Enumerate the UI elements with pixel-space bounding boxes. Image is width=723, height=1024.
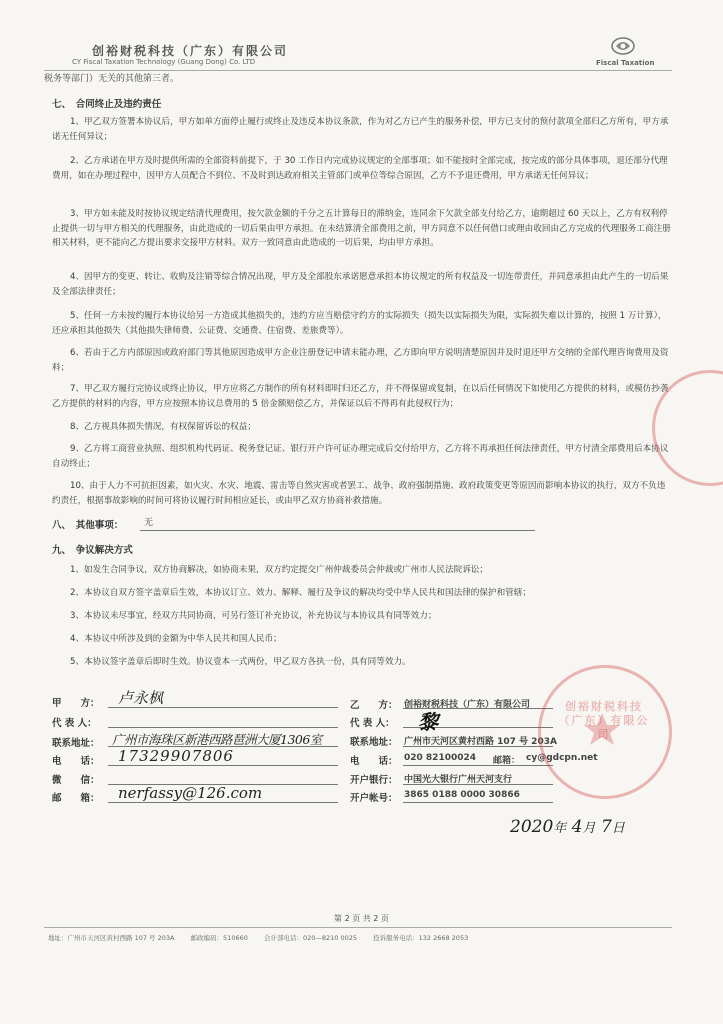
footer-info	[48, 933, 708, 942]
company-name-en: CY Fiscal Taxation Technology (Guang Dong) Co. LTD	[72, 58, 256, 66]
clause-7-5: 5、任何一方未按约履行本协议给另一方造成其他损失的，违约方应当赔偿守约方的实际损失（损失以实际损失为限，实际损失难以计算的，按照 1 万计算），还应承担其他损失（其他损失律师费、公证费、交通费、住宿费、差旅费等）。	[52, 311, 667, 336]
party-b-bank: 中国光大银行广州天河支行	[404, 775, 513, 785]
party-a-email-label: 邮 箱：	[52, 793, 100, 804]
section8-title: 八、 其他事项：	[52, 520, 124, 531]
date-year: 2020	[510, 817, 554, 837]
clause-9-2: 2、本协议自双方签字盖章后生效，本协议订立、效力、解释、履行及争议的解决均受中华人民共和国法律的保护和管辖；	[70, 588, 531, 598]
party-b-rep-signature: 黎	[418, 710, 438, 734]
company-logo-icon	[610, 36, 636, 56]
party-b-name: 创裕财税科技（广东）有限公司	[404, 700, 531, 710]
party-b-account-label: 开户帐号：	[350, 793, 398, 804]
party-b-email-label: 邮箱：	[493, 756, 521, 766]
footer-divider	[44, 927, 672, 928]
section9-title: 九、 争议解决方式	[52, 545, 133, 556]
clause-7-7: 7、甲乙双方履行完协议或终止协议，甲方应将乙方制作的所有材料即时归还乙方，并不得保留或复制，在以后任何情况下如使用乙方提供的材料，或模仿抄袭乙方提供的材料的内容，甲方应按照本协议总费用的 5 倍金额赔偿乙方，并保证以后不得再有此侵权行为；	[52, 384, 669, 409]
party-b-email: cy@gdcpn.net	[526, 753, 598, 763]
party-b-account: 3865 0188 0000 30866	[404, 790, 520, 800]
party-a-address-handwriting: 广州市海珠区新港西路琶洲大厦1306室	[112, 732, 322, 747]
clause-7-4: 4、因甲方的变更、转让、收购及注销等综合情况出现，甲方及全部股东承诺愿意承担本协议规定的所有权益及一切连带责任，并同意承担由此产生的一切后果及全部法律责任；	[52, 272, 669, 297]
header-divider	[44, 70, 672, 71]
date-day: 7	[600, 817, 612, 837]
party-a-address-label: 联系地址：	[52, 738, 100, 749]
clause-9-3: 3、本协议未尽事宜，经双方共同协商，可另行签订补充协议，补充协议与本协议具有同等效力；	[70, 611, 437, 621]
section7-title: 七、 合同终止及违约责任	[52, 99, 162, 110]
date-month: 4	[571, 817, 583, 837]
footer-phone: 会计部电话：020—8210 0025	[263, 934, 358, 942]
section8-underline	[140, 530, 535, 531]
footer-postcode: 邮政编码：510660	[190, 934, 248, 942]
party-a-email-line	[108, 802, 338, 803]
party-a-phone-handwriting: 17329907806	[118, 747, 234, 765]
party-a-wechat-label: 微 信：	[52, 775, 100, 786]
party-a-label: 甲 方：	[52, 698, 100, 709]
clause-7-10: 10、由于人力不可抗拒因素，如火灾、水灾、地震、雷击等自然灾害或者罢工、战争、政府强制措施、政府政策变更等原因而影响本协议的执行，双方不负违约责任，根据事故影响的时间可将协议履行时间相应延长，或由甲乙双方协商补救措施。	[52, 481, 666, 506]
clause-7-8: 8、乙方视具体损失情况，有权保留诉讼的权益；	[70, 422, 256, 432]
clause-7-9: 9、乙方将工商营业执照、组织机构代码证、税务登记证、银行开户许可证办理完成后交付给甲方，乙方将不再承担任何法律责任，甲方付清全部费用后本协议自动终止；	[52, 444, 669, 469]
clause-7-3: 3、甲方如未能及时按协议规定结清代理费用，按欠款金额的千分之五计算每日的滞纳金，连同余下欠款全部支付给乙方，逾期超过 60 天以上，乙方有权利停止提供一切与甲方相关的代理服务，由此造成的一切后果由甲方承担。在未结算清全部费用之前，甲方同意不以任何借口或理由收回由乙方完成的代理服务工商注册相关材料，更不能向乙方提出要求交接甲方材料。双方一致同意由此造成的一切后果，均由甲方承担。	[52, 209, 671, 249]
party-b-address: 广州市天河区黄村西路 107 号 203A	[404, 737, 557, 747]
party-b-bank-label: 开户银行：	[350, 775, 398, 786]
lead-line: 税务等部门）无关的其他第三者。	[44, 74, 180, 84]
party-a-rep-line	[108, 727, 338, 728]
page-number: 第 2 页 共 2 页	[334, 914, 389, 923]
footer-address: 地址：广州市天河区黄村西路 107 号 203A	[48, 934, 175, 942]
party-a-email-handwriting: nerfassy@126.com	[118, 784, 263, 802]
party-a-phone-label: 电 话：	[52, 756, 100, 767]
party-b-rep-label: 代 表 人：	[350, 718, 395, 729]
header-right-label: Fiscal Taxation	[596, 59, 655, 67]
party-b-label: 乙 方：	[350, 700, 398, 711]
party-b-address-label: 联系地址：	[350, 737, 398, 748]
party-b-account-line	[403, 802, 553, 803]
clause-9-1: 1、如发生合同争议，双方协商解决，如协商未果，双方约定提交广州仲裁委员会仲裁或广州市人民法院诉讼；	[70, 565, 488, 575]
party-a-rep-label: 代 表 人：	[52, 718, 97, 729]
clause-9-5: 5、本协议签字盖章后即时生效。协议壹本一式两份，甲乙双方各执一份，具有同等效力。	[70, 657, 411, 667]
party-a-name-handwriting: 卢永枫	[118, 689, 164, 707]
date-day-unit: 日	[611, 821, 625, 836]
company-name-cn: 创裕财税科技（广东）有限公司	[92, 44, 289, 58]
date-month-unit: 月	[582, 821, 596, 836]
clause-7-2: 2、乙方承诺在甲方及时提供所需的全部资料前提下，于 30 工作日内完成协议规定的全部事项；如不能按时全部完成，按完成的部分具体事项，退还部分代理费用，如在办理过程中，因甲方人员配合不到位、不及时到达政府相关主管部门或单位等综合原因，乙方不予退还费用，甲方承诺无任何异议；	[52, 156, 668, 181]
party-b-phone-line	[403, 765, 553, 766]
party-b-phone-label: 电 话：	[350, 756, 398, 767]
clause-9-4: 4、本协议中所涉及到的金额为中华人民共和国人民币；	[70, 634, 282, 644]
party-a-phone-line	[108, 765, 338, 766]
party-b-phone: 020 82100024	[404, 753, 477, 763]
section8-value: 无	[144, 518, 154, 528]
clause-7-1: 1、甲乙双方签署本协议后，甲方如单方面停止履行或终止及违反本协议条款，作为对乙方已产生的服务补偿，甲方已支付的预付款项全部归乙方所有，甲方承诺无任何异议；	[52, 117, 669, 142]
signing-date	[510, 817, 625, 837]
footer-service: 投诉服务电话：132 2668 2053	[373, 934, 469, 942]
date-year-unit: 年	[553, 821, 567, 836]
clause-7-6: 6、若由于乙方内部原因或政府部门等其他原因造成甲方企业注册登记申请未能办理，乙方即向甲方说明清楚原因并及时退还甲方交纳的全部代理咨询费用及资料；	[52, 348, 669, 373]
company-seal-text: 创裕财税科技（广东）有限公司	[558, 700, 650, 741]
